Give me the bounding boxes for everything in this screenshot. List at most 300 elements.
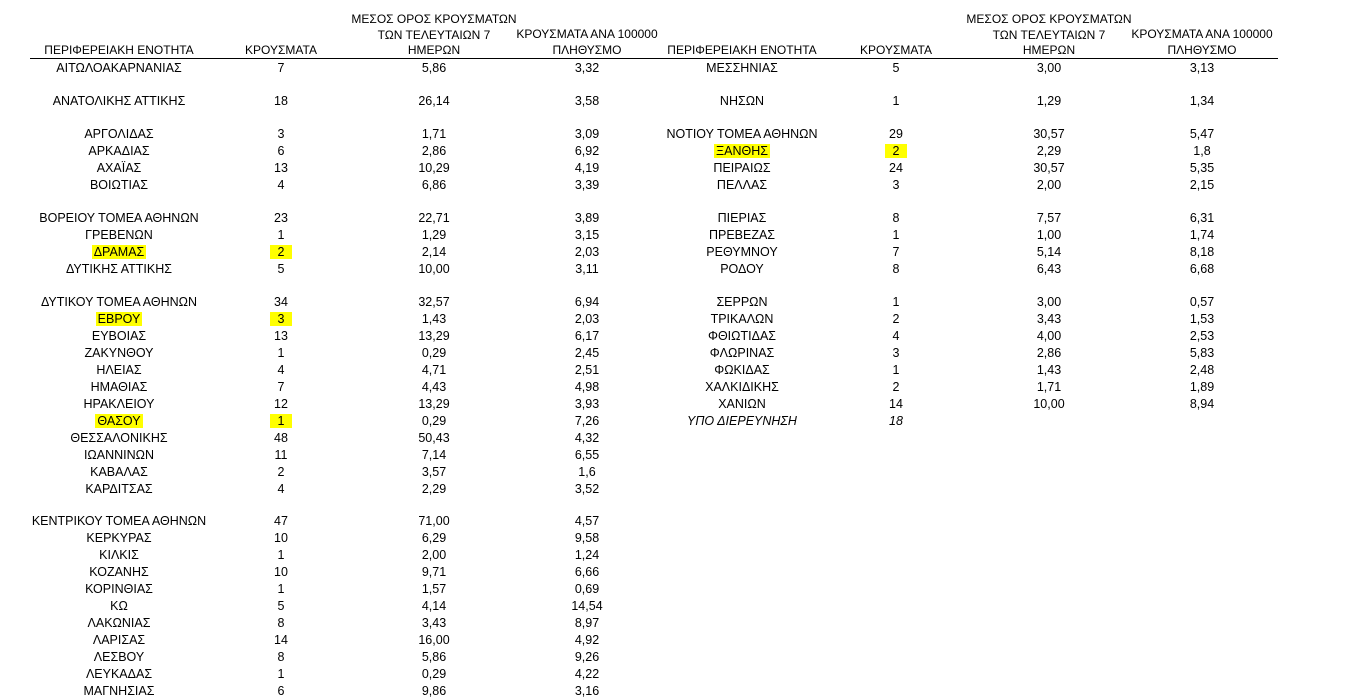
cell-cases-text: 5 (892, 61, 900, 75)
cell-cases-text: 1 (277, 582, 285, 596)
cell-per100k (505, 379, 669, 395)
cell-cases (231, 430, 331, 446)
cell-per100k-text: 5,35 (1189, 161, 1215, 175)
cell-per100k (1120, 210, 1284, 226)
cell-per100k-text: 5,47 (1189, 127, 1215, 141)
cell-per100k (1120, 328, 1284, 344)
cell-per100k (505, 598, 669, 614)
cell-avg (965, 345, 1133, 361)
cell-cases-text: 7 (277, 380, 285, 394)
cell-region (653, 160, 831, 176)
cell-per100k (505, 345, 669, 361)
cell-per100k-text: 4,32 (574, 431, 600, 445)
cell-cases-text: 2 (270, 245, 293, 259)
cell-avg (965, 93, 1133, 109)
cell-avg (350, 649, 518, 665)
cell-cases-text: 3 (892, 178, 900, 192)
cell-per100k-text: 3,89 (574, 211, 600, 225)
cell-cases (231, 581, 331, 597)
cell-region-text: ΤΡΙΚΑΛΩΝ (710, 312, 774, 326)
cell-cases (231, 345, 331, 361)
cell-cases-text: 3 (277, 127, 285, 141)
cell-region (653, 294, 831, 310)
cell-region-text: ΚΕΡΚΥΡΑΣ (86, 531, 152, 545)
cell-per100k-text: 9,26 (574, 650, 600, 664)
cell-avg (350, 632, 518, 648)
cell-cases-text: 14 (274, 633, 288, 647)
cell-cases-text: 2 (892, 312, 900, 326)
cell-region (30, 294, 208, 310)
cell-avg-text: 3,00 (1036, 295, 1062, 309)
cell-region (30, 396, 208, 412)
cell-per100k-text: 4,92 (574, 633, 600, 647)
cell-per100k (505, 60, 669, 76)
cell-region-text: ΜΕΣΣΗΝΙΑΣ (706, 61, 778, 75)
cell-per100k (505, 481, 669, 497)
cell-per100k-text: 0,57 (1189, 295, 1215, 309)
right-header-region: ΠΕΡΙΦΕΡΕΙΑΚΗ ΕΝΟΤΗΤΑ (667, 43, 817, 57)
cell-cases-text: 18 (889, 414, 903, 428)
right-header-avg-line3: ΗΜΕΡΩΝ (1022, 43, 1076, 57)
cell-cases-text: 1 (277, 346, 285, 360)
cell-per100k (505, 649, 669, 665)
cell-cases-text: 29 (889, 127, 903, 141)
cell-avg (965, 379, 1133, 395)
cell-per100k (505, 581, 669, 597)
cell-per100k-text: 3,32 (574, 61, 600, 75)
cell-avg (350, 547, 518, 563)
cell-per100k-text: 7,26 (574, 414, 600, 428)
cell-region (30, 547, 208, 563)
cell-region (30, 60, 208, 76)
cell-avg (350, 581, 518, 597)
cell-region (30, 632, 208, 648)
cell-per100k (1120, 93, 1284, 109)
cell-region (30, 413, 208, 429)
cell-region (30, 311, 208, 327)
cell-region-text: ΔΡΑΜΑΣ (93, 245, 145, 259)
cell-avg (965, 396, 1133, 412)
cell-avg-text: 0,29 (421, 414, 447, 428)
cell-avg-text: 10,29 (418, 161, 450, 175)
cell-cases (231, 93, 331, 109)
cell-region-text: ΦΛΩΡΙΝΑΣ (709, 346, 775, 360)
cell-cases-text: 3 (892, 346, 900, 360)
cell-region-text: ΠΙΕΡΙΑΣ (717, 211, 767, 225)
cell-region (653, 93, 831, 109)
cell-avg (965, 261, 1133, 277)
cell-region (653, 413, 831, 429)
cell-region-text: ΚΟΡΙΝΘΙΑΣ (85, 582, 153, 596)
cell-avg-text: 1,29 (1036, 94, 1062, 108)
cell-cases (231, 481, 331, 497)
cell-avg (350, 379, 518, 395)
cell-per100k-text: 0,69 (574, 582, 600, 596)
cell-per100k (505, 362, 669, 378)
cell-cases (231, 464, 331, 480)
cell-region-text: ΖΑΚΥΝΘΟΥ (84, 346, 154, 360)
cell-cases-text: 1 (270, 414, 293, 428)
cell-cases (231, 564, 331, 580)
cell-cases-text: 14 (889, 397, 903, 411)
cell-avg-text: 13,29 (418, 397, 450, 411)
cell-cases-text: 5 (277, 599, 285, 613)
cell-region-text: ΦΘΙΩΤΙΔΑΣ (707, 329, 777, 343)
cell-per100k (505, 160, 669, 176)
cell-region-text: ΗΜΑΘΙΑΣ (90, 380, 148, 394)
right-header-per100k-line1: ΚΡΟΥΣΜΑΤΑ ΑΝΑ 100000 (1131, 27, 1273, 41)
cell-region-text: ΑΡΚΑΔΙΑΣ (88, 144, 150, 158)
cell-avg-text: 2,00 (421, 548, 447, 562)
cell-per100k-text: 4,98 (574, 380, 600, 394)
cell-region-text: ΛΑΡΙΣΑΣ (92, 633, 146, 647)
cell-region-text: ΣΕΡΡΩΝ (716, 295, 768, 309)
cell-region (653, 143, 831, 159)
cell-avg (965, 311, 1133, 327)
cell-cases-text: 4 (892, 329, 900, 343)
cell-per100k (1120, 227, 1284, 243)
cell-avg-text: 2,86 (421, 144, 447, 158)
cell-per100k-text: 2,03 (574, 312, 600, 326)
left-header-avg (350, 12, 518, 59)
cell-cases (231, 143, 331, 159)
cell-cases (231, 413, 331, 429)
cell-per100k-text: 1,53 (1189, 312, 1215, 326)
cell-region (653, 345, 831, 361)
cell-avg-text: 3,43 (1036, 312, 1062, 326)
cell-cases (231, 513, 331, 529)
cell-cases-text: 1 (892, 228, 900, 242)
cell-region-text: ΒΟΙΩΤΙΑΣ (89, 178, 149, 192)
cell-region (30, 261, 208, 277)
cell-avg (350, 362, 518, 378)
cell-per100k-text: 6,68 (1189, 262, 1215, 276)
cell-avg-text: 32,57 (418, 295, 450, 309)
cell-avg (965, 328, 1133, 344)
cell-per100k-text: 1,6 (578, 465, 596, 479)
cell-cases (231, 547, 331, 563)
cell-cases (846, 210, 946, 226)
cell-avg (965, 160, 1133, 176)
cell-per100k-text: 6,66 (574, 565, 600, 579)
cell-per100k-text: 2,03 (574, 245, 600, 259)
cell-per100k (1120, 160, 1284, 176)
cell-per100k (505, 143, 669, 159)
cell-avg (965, 126, 1133, 142)
cell-avg (350, 311, 518, 327)
cell-region-text: ΚΩ (110, 599, 128, 613)
cell-cases (846, 328, 946, 344)
cell-region (30, 328, 208, 344)
cell-cases-text: 8 (892, 211, 900, 225)
cell-avg (350, 93, 518, 109)
cell-region (30, 126, 208, 142)
cell-cases-text: 1 (277, 548, 285, 562)
cell-cases (231, 649, 331, 665)
cell-avg (350, 177, 518, 193)
cell-region-text: ΔΥΤΙΚΗΣ ΑΤΤΙΚΗΣ (66, 262, 172, 276)
cell-per100k (505, 513, 669, 529)
cell-cases (846, 227, 946, 243)
left-header-per100k-line2: ΠΛΗΘΥΣΜΟ (552, 42, 622, 57)
cell-avg (965, 413, 1133, 429)
cell-per100k (505, 396, 669, 412)
cell-avg (350, 126, 518, 142)
cell-per100k (505, 530, 669, 546)
cell-cases-text: 7 (892, 245, 900, 259)
cell-cases (846, 160, 946, 176)
cell-avg (350, 513, 518, 529)
cell-avg (350, 615, 518, 631)
cell-region-text: ΧΑΛΚΙΔΙΚΗΣ (705, 380, 779, 394)
cell-cases-text: 8 (277, 650, 285, 664)
cell-region (653, 362, 831, 378)
cell-region (30, 379, 208, 395)
cell-region-text: ΡΟΔΟΥ (720, 262, 764, 276)
cell-per100k (505, 177, 669, 193)
cell-region (653, 210, 831, 226)
cell-avg (965, 227, 1133, 243)
cell-avg-text: 30,57 (1033, 127, 1065, 141)
cell-per100k-text: 6,31 (1189, 211, 1215, 225)
cell-avg-text: 22,71 (418, 211, 450, 225)
cell-region-text: ΔΥΤΙΚΟΥ ΤΟΜΕΑ ΑΘΗΝΩΝ (40, 295, 198, 309)
cell-avg-text: 1,43 (421, 312, 447, 326)
cell-avg-text: 5,14 (1036, 245, 1062, 259)
cell-cases (846, 345, 946, 361)
cell-region (653, 227, 831, 243)
cell-cases-text: 1 (892, 295, 900, 309)
cell-cases-text: 7 (277, 61, 285, 75)
cell-region (653, 396, 831, 412)
cell-avg (965, 244, 1133, 260)
cell-cases (231, 126, 331, 142)
cell-per100k-text: 2,48 (1189, 363, 1215, 377)
cell-region (30, 244, 208, 260)
cell-region (30, 227, 208, 243)
cell-region (30, 143, 208, 159)
cell-per100k (505, 430, 669, 446)
cell-region (653, 328, 831, 344)
cell-avg-text: 1,71 (1036, 380, 1062, 394)
right-header-per100k-line2: ΠΛΗΘΥΣΜΟ (1167, 42, 1237, 57)
cell-avg-text: 2,00 (1036, 178, 1062, 192)
cell-region (30, 177, 208, 193)
cell-avg-text: 10,00 (1033, 397, 1065, 411)
cell-per100k-text: 3,39 (574, 178, 600, 192)
cell-region (30, 345, 208, 361)
cell-region-text: ΘΑΣΟΥ (97, 414, 141, 428)
cell-cases (846, 143, 946, 159)
cell-avg (350, 530, 518, 546)
cell-region-text: ΕΥΒΟΙΑΣ (91, 329, 147, 343)
cell-avg (965, 143, 1133, 159)
left-header-avg-line3: ΗΜΕΡΩΝ (407, 43, 461, 57)
cell-per100k (1120, 261, 1284, 277)
cell-avg-text: 3,00 (1036, 61, 1062, 75)
cell-avg-text: 4,14 (421, 599, 447, 613)
cell-avg-text: 2,14 (421, 245, 447, 259)
cell-per100k-text: 2,51 (574, 363, 600, 377)
cell-region (653, 261, 831, 277)
cell-cases (231, 160, 331, 176)
cell-cases (231, 598, 331, 614)
cell-per100k (1120, 396, 1284, 412)
cell-avg (350, 345, 518, 361)
cell-region-text: ΛΕΣΒΟΥ (93, 650, 145, 664)
cell-avg-text: 1,71 (421, 127, 447, 141)
cell-per100k-text: 1,24 (574, 548, 600, 562)
cell-region (30, 530, 208, 546)
cell-avg (350, 598, 518, 614)
cell-avg-text: 1,57 (421, 582, 447, 596)
cell-region-text: ΝΗΣΩΝ (719, 94, 765, 108)
cell-per100k (1120, 177, 1284, 193)
cell-avg-text: 2,29 (1036, 144, 1062, 158)
cell-region (30, 93, 208, 109)
cell-region-text: ΕΒΡΟΥ (97, 312, 141, 326)
cell-per100k-text: 9,58 (574, 531, 600, 545)
cell-cases-text: 2 (277, 465, 285, 479)
cell-per100k (505, 311, 669, 327)
cell-cases-text: 1 (277, 228, 285, 242)
cell-per100k (1120, 294, 1284, 310)
cell-cases-text: 1 (892, 94, 900, 108)
cell-avg-text: 5,86 (421, 650, 447, 664)
right-header-avg (965, 12, 1133, 59)
cell-avg (350, 160, 518, 176)
cell-region-text: ΚΑΒΑΛΑΣ (90, 465, 148, 479)
cell-cases-text: 47 (274, 514, 288, 528)
cell-cases-text: 4 (277, 482, 285, 496)
cell-region (30, 513, 208, 529)
cell-avg-text: 16,00 (418, 633, 450, 647)
cell-per100k (505, 93, 669, 109)
cell-per100k-text: 2,45 (574, 346, 600, 360)
cell-cases (846, 294, 946, 310)
cell-avg (965, 210, 1133, 226)
cell-per100k-text: 8,97 (574, 616, 600, 630)
cell-per100k (505, 126, 669, 142)
cell-per100k-text: 2,53 (1189, 329, 1215, 343)
cell-region (30, 564, 208, 580)
cell-per100k (1120, 362, 1284, 378)
cell-cases (231, 60, 331, 76)
cell-avg (350, 227, 518, 243)
cell-cases-text: 1 (277, 667, 285, 681)
cell-avg (350, 210, 518, 226)
cell-per100k-text: 5,83 (1189, 346, 1215, 360)
cell-cases (231, 227, 331, 243)
cell-cases (231, 666, 331, 682)
cell-per100k-text: 8,18 (1189, 245, 1215, 259)
cell-per100k-text: 3,11 (575, 262, 599, 276)
cell-region-text: ΑΧΑΪΑΣ (96, 161, 142, 175)
cell-avg (350, 430, 518, 446)
right-header-cases: ΚΡΟΥΣΜΑΤΑ (860, 43, 932, 57)
cell-cases (231, 530, 331, 546)
cell-region-text: ΒΟΡΕΙΟΥ ΤΟΜΕΑ ΑΘΗΝΩΝ (39, 211, 199, 225)
cell-avg-text: 1,00 (1036, 228, 1062, 242)
cell-per100k (505, 683, 669, 699)
cell-per100k-text: 4,22 (574, 667, 600, 681)
cell-cases (846, 126, 946, 142)
cell-region-text: ΞΑΝΘΗΣ (716, 144, 768, 158)
cell-per100k-text: 1,89 (1189, 380, 1215, 394)
cell-cases-text: 23 (274, 211, 288, 225)
cell-region-text: ΗΛΕΙΑΣ (96, 363, 142, 377)
left-header-region: ΠΕΡΙΦΕΡΕΙΑΚΗ ΕΝΟΤΗΤΑ (44, 43, 194, 57)
cell-cases-text: 6 (277, 144, 285, 158)
cell-avg (350, 261, 518, 277)
cell-per100k-text: 3,16 (574, 684, 600, 698)
cell-avg-text: 50,43 (418, 431, 450, 445)
cell-per100k-text: 14,54 (571, 599, 603, 613)
cell-cases-text: 13 (274, 161, 288, 175)
left-header-cases: ΚΡΟΥΣΜΑΤΑ (245, 43, 317, 57)
cell-avg-text: 5,86 (421, 61, 447, 75)
cell-region (653, 60, 831, 76)
cell-per100k (505, 413, 669, 429)
cell-region-text: ΗΡΑΚΛΕΙΟΥ (83, 397, 155, 411)
cell-cases-text: 4 (277, 363, 285, 377)
cell-region (30, 598, 208, 614)
cell-avg-text: 30,57 (1033, 161, 1065, 175)
cell-per100k (1120, 244, 1284, 260)
cell-avg (350, 564, 518, 580)
cell-avg-text: 7,57 (1036, 211, 1062, 225)
cell-per100k (1120, 379, 1284, 395)
cell-region-text: ΡΕΘΥΜΝΟΥ (706, 245, 778, 259)
cell-cases-text: 6 (277, 684, 285, 698)
cell-cases (231, 244, 331, 260)
cell-region (653, 126, 831, 142)
cell-avg (350, 244, 518, 260)
cell-per100k (505, 464, 669, 480)
cell-avg-text: 6,43 (1036, 262, 1062, 276)
cell-cases (231, 632, 331, 648)
cell-per100k (505, 210, 669, 226)
cell-per100k-text: 4,57 (574, 514, 600, 528)
cell-cases-text: 18 (274, 94, 288, 108)
cell-per100k (505, 328, 669, 344)
cell-avg-text: 7,14 (421, 448, 447, 462)
right-header-per100k (1120, 27, 1284, 58)
cell-cases (846, 177, 946, 193)
cell-per100k (505, 294, 669, 310)
cell-cases (846, 362, 946, 378)
cell-region (30, 447, 208, 463)
cell-region-text: ΧΑΝΙΩΝ (718, 397, 766, 411)
cell-cases (231, 447, 331, 463)
cell-region (30, 683, 208, 699)
cell-region-text: ΑΙΤΩΛΟΑΚΑΡΝΑΝΙΑΣ (56, 61, 182, 75)
cell-cases-text: 48 (274, 431, 288, 445)
cell-region (30, 481, 208, 497)
cell-region (30, 666, 208, 682)
cell-avg (965, 294, 1133, 310)
cell-cases (231, 615, 331, 631)
cell-region (30, 581, 208, 597)
cell-cases (231, 294, 331, 310)
cell-avg (350, 464, 518, 480)
cell-region (30, 210, 208, 226)
cell-per100k-text: 6,55 (574, 448, 600, 462)
cell-cases (231, 362, 331, 378)
cell-avg (350, 143, 518, 159)
cell-cases-text: 24 (889, 161, 903, 175)
cell-avg (965, 60, 1133, 76)
